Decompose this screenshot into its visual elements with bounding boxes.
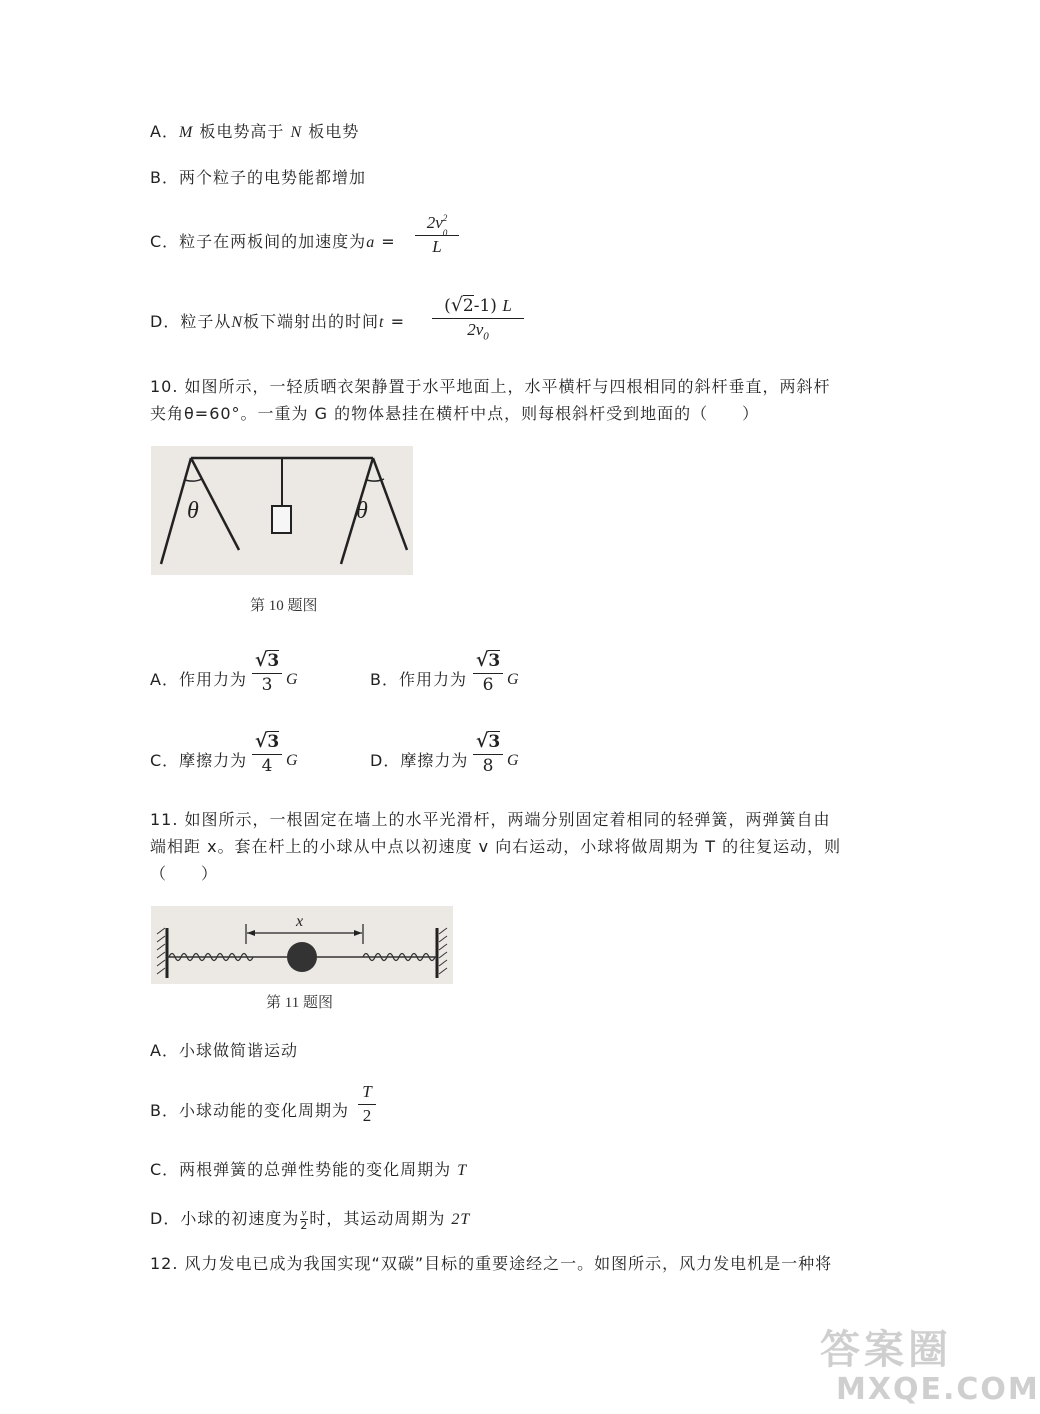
q10-d-fraction: √3 8 xyxy=(473,731,503,776)
watermark-logo-text: 答案圈 xyxy=(820,1327,952,1373)
q11-stem-line1: 11. 如图所示，一根固定在墙上的水平光滑杆，两端分别固定着相同的轻弹簧，两弹簧自由 xyxy=(150,810,831,829)
q11-b-fraction: T 2 xyxy=(358,1083,376,1125)
q10-a-fraction: √3 3 xyxy=(252,650,282,695)
drying-rack-diagram xyxy=(151,446,413,575)
q9-d-fraction: (√2-1) L $2v_0$ xyxy=(432,295,524,342)
q11-option-c: C．两根弹簧的总弹性势能的变化周期为 T xyxy=(150,1160,468,1179)
q10-c-g: G xyxy=(286,752,298,769)
q10-c-fraction: √3 4 xyxy=(252,731,282,776)
q10-figure-drying-rack xyxy=(151,446,413,575)
q10-option-d: D．摩擦力为 xyxy=(370,751,469,770)
q11-option-b: B．小球动能的变化周期为 xyxy=(150,1101,349,1120)
q9-option-d: D．粒子从N板下端射出的时间t = xyxy=(150,312,405,331)
q10-option-a: A．作用力为 xyxy=(150,670,247,689)
q11-option-a: A．小球做简谐运动 xyxy=(150,1041,298,1060)
spring-rod-diagram xyxy=(151,906,453,984)
q11-option-d: D．小球的初速度为 $\frac{v}{2}$ 时，其运动周期为 2T xyxy=(150,1207,471,1232)
q11-figure-spring-rod xyxy=(151,906,453,984)
q9-option-a: A．M 板电势高于 N 板电势 xyxy=(150,122,360,141)
q10-option-b: B．作用力为 xyxy=(370,670,467,689)
q10-d-g: G xyxy=(507,752,519,769)
q9-c-fraction: 2v 2 $_0$ L xyxy=(415,214,459,257)
watermark-url: MXQE.COM xyxy=(836,1372,1040,1407)
q10-a-g: G xyxy=(286,671,298,688)
theta-left-label: θ xyxy=(187,498,199,524)
q11-d-fraction: $\frac{v}{2}$ xyxy=(300,1207,309,1232)
q10-b-fraction: √3 6 xyxy=(473,650,503,695)
q10-option-c: C．摩擦力为 xyxy=(150,751,248,770)
q10-figure-caption: 第 10 题图 xyxy=(250,598,318,614)
q11-stem-line2: 端相距 x。套在杆上的小球从中点以初速度 v 向右运动，小球将做周期为 T 的往复运动，则 xyxy=(150,837,842,856)
q10-stem-line1: 10. 如图所示，一轻质晒衣架静置于水平地面上，水平横杆与四根相同的斜杆垂直，两斜杆 xyxy=(150,377,831,396)
q12-stem-line1: 12. 风力发电已成为我国实现“双碳”目标的重要途经之一。如图所示，风力发电机是一种将 xyxy=(150,1254,833,1273)
q9-option-b: B．两个粒子的电势能都增加 xyxy=(150,168,366,187)
q10-b-g: G xyxy=(507,671,519,688)
theta-right-label: θ xyxy=(356,498,368,524)
q9-option-c: C．粒子在两板间的加速度为a = xyxy=(150,232,396,251)
q11-figure-caption: 第 11 题图 xyxy=(266,995,333,1011)
q10-stem-line2: 夹角θ=60°。一重为 G 的物体悬挂在横杆中点，则每根斜杆受到地面的（ ） xyxy=(150,404,760,423)
x-distance-label: x xyxy=(296,913,304,930)
q11-stem-line3: （ ） xyxy=(150,864,219,883)
